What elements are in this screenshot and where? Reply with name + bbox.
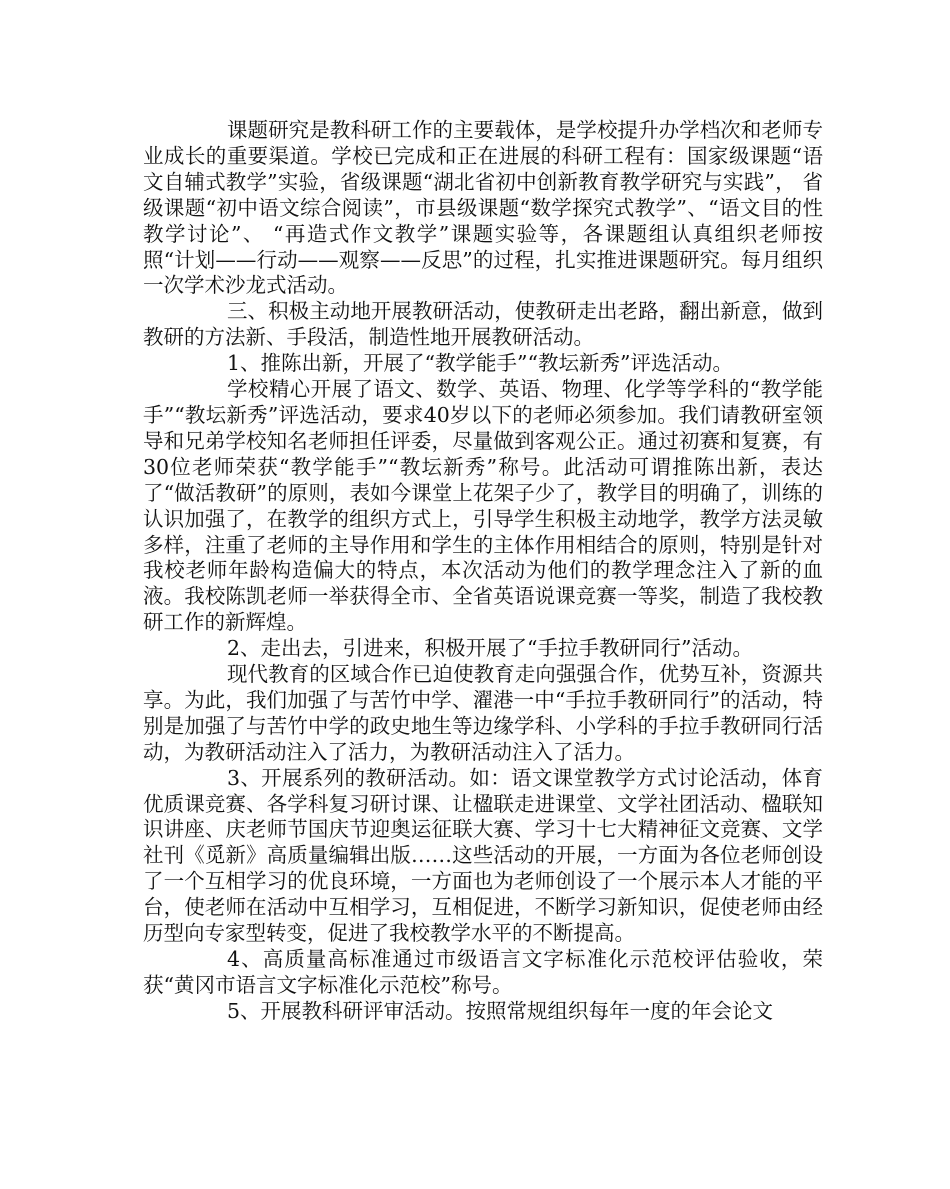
paragraph-teaching-competition: 学校精心开展了语文、数学、英语、物理、化学等学科的“教学能手”“教坛新秀”评选活动，要求40岁以下的老师必须参加。我们请教研室领导和兄弟学校知名老师担任评委，尽量做到客观公正。通过初赛和复赛，有30位老师荣获“教学能手”“教坛新秀”称号。此活动可谓推陈出新，表达了“做活教研”的原则，表如今课堂上花架子少了，教学目的明确了，训练的认识加强了，在教学的组织方式上，引导学生积极主动地学，教学方法灵敏多样，注重了老师的主导作用和学生的主体作用相结合的原则，特别是针对我校老师年龄构造偏大的特点，本次活动为他们的教学理念注入了新的血液。我校陈凯老师一举获得全市、全省英语说课竞赛一等奖，制造了我校教研工作的新辉煌。 <box>143 377 823 635</box>
paragraph-item-five-review: 5、开展教科研评审活动。按照常规组织每年一度的年会论文 <box>227 998 774 1023</box>
paragraph-item-four-language-standard: 4、高质量高标准通过市级语言文字标准化示范校评估验收，荣获“黄冈市语言文字标准化示范校”称号。 <box>143 947 823 997</box>
paragraph-item-one-heading: 1、推陈出新，开展了“教学能手”“教坛新秀”评选活动。 <box>227 351 733 376</box>
paragraph-item-three-activities: 3、开展系列的教研活动。如：语文课堂教学方式讨论活动，体育优质课竞赛、各学科复习研讨课、让楹联走进课堂、文学社团活动、楹联知识讲座、庆老师节国庆节迎奥运征联大赛、学习十七大精神征文竞赛、文学社刊《觅新》高质量编辑出版……这些活动的开展，一方面为各位老师创设了一个互相学习的优良环境，一方面也为老师创设了一个展示本人才能的平台，使老师在活动中互相学习，互相促进，不断学习新知识，促使老师由经历型向专家型转变，促进了我校教学水平的不断提高。 <box>143 765 823 946</box>
paragraph-item-two-heading: 2、走出去，引进来，积极开展了“手拉手教研同行”活动。 <box>227 636 754 661</box>
paragraph-regional-cooperation: 现代教育的区域合作已迫使教育走向强强合作，优势互补，资源共享。为此，我们加强了与苦竹中学、濯港一中“手拉手教研同行”的活动，特别是加强了与苦竹中学的政史地生等边缘学科、小学科的手拉手教研同行活动，为教研活动注入了活力，为教研活动注入了活力。 <box>143 662 823 764</box>
paragraph-research-projects: 课题研究是教科研工作的主要载体，是学校提升办学档次和老师专业成长的重要渠道。学校已完成和正在进展的科研工程有：国家级课题“语文自辅式教学”实验，省级课题“湖北省初中创新教育教学研究与实践”， 省级课题“初中语文综合阅读”，市县级课题“数学探究式教学”、“语文目的性教学讨论”、 “再造式作文教学”课题实验等，各课题组认真组织老师按照“计划——行动——观察——反思”的过程，扎实推进课题研究。每月组织一次学术沙龙式活动。 <box>143 118 823 298</box>
paragraph-section-three-heading: 三、积极主动地开展教研活动，使教研走出老路，翻出新意，做到教研的方法新、手段活，制造性地开展教研活动。 <box>143 299 823 350</box>
document-body <box>143 118 823 1025</box>
